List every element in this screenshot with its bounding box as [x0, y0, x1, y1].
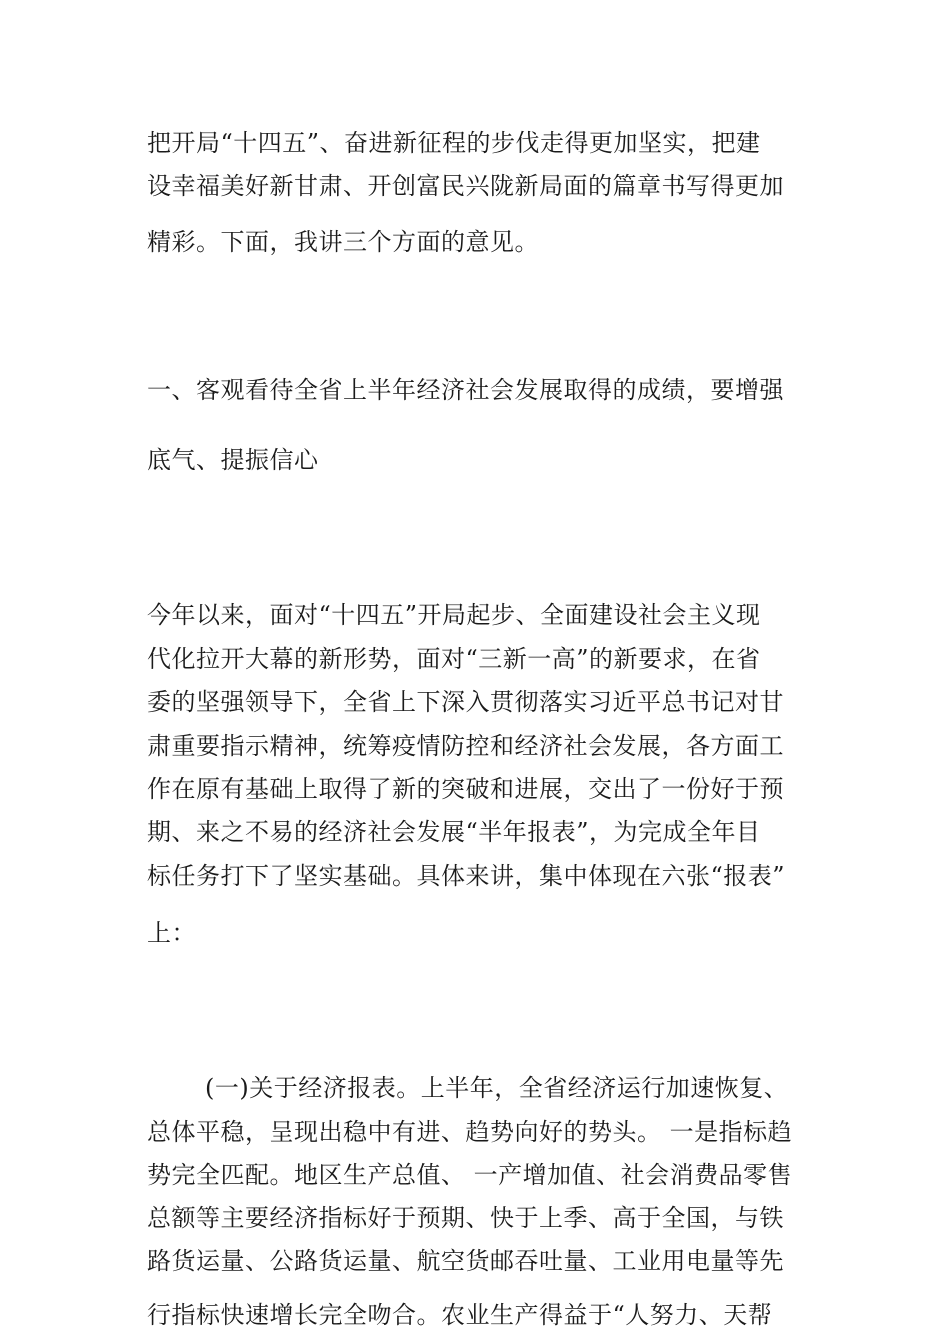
heading-line: 一、客观看待全省上半年经济社会发展取得的成绩，要增强 [147, 376, 784, 404]
text-line: 设幸福美好新甘肃、开创富民兴陇新局面的篇章书写得更加 [147, 172, 784, 200]
text-line: (一)关于经济报表。上半年，全省经济运行加速恢复、 [205, 1074, 789, 1102]
text-line: 委的坚强领导下，全省上下深入贯彻落实习近平总书记对甘 [147, 688, 784, 716]
text-line: 今年以来，面对“十四五”开局起步、全面建设社会主义现 [147, 601, 761, 629]
text-line: 势完全匹配。地区生产总值、 一产增加值、社会消费品零售 [147, 1161, 793, 1189]
text-line: 路货运量、公路货运量、航空货邮吞吐量、工业用电量等先 [147, 1247, 784, 1275]
heading-line: 底气、提振信心 [147, 446, 319, 474]
text-line: 精彩。下面，我讲三个方面的意见。 [147, 228, 539, 256]
text-line: 代化拉开大幕的新形势，面对“三新一高”的新要求，在省 [147, 645, 761, 673]
text-line: 肃重要指示精神，统筹疫情防控和经济社会发展，各方面工 [147, 732, 784, 760]
text-line: 把开局“十四五”、奋进新征程的步伐走得更加坚实，把建 [147, 129, 761, 157]
text-line: 行指标快速增长完全吻合。农业生产得益于“人努力、天帮 [147, 1301, 773, 1329]
text-line: 标任务打下了坚实基础。具体来讲，集中体现在六张“报表” [147, 862, 786, 890]
text-line: 期、来之不易的经济社会发展“半年报表”，为完成全年目 [147, 818, 761, 846]
text-line: 总体平稳，呈现出稳中有进、趋势向好的势头。 一是指标趋 [147, 1118, 793, 1146]
text-line: 总额等主要经济指标好于预期、快于上季、高于全国，与铁 [147, 1204, 784, 1232]
text-line: 上： [147, 919, 196, 947]
text-line: 作在原有基础上取得了新的突破和进展，交出了一份好于预 [147, 775, 784, 803]
